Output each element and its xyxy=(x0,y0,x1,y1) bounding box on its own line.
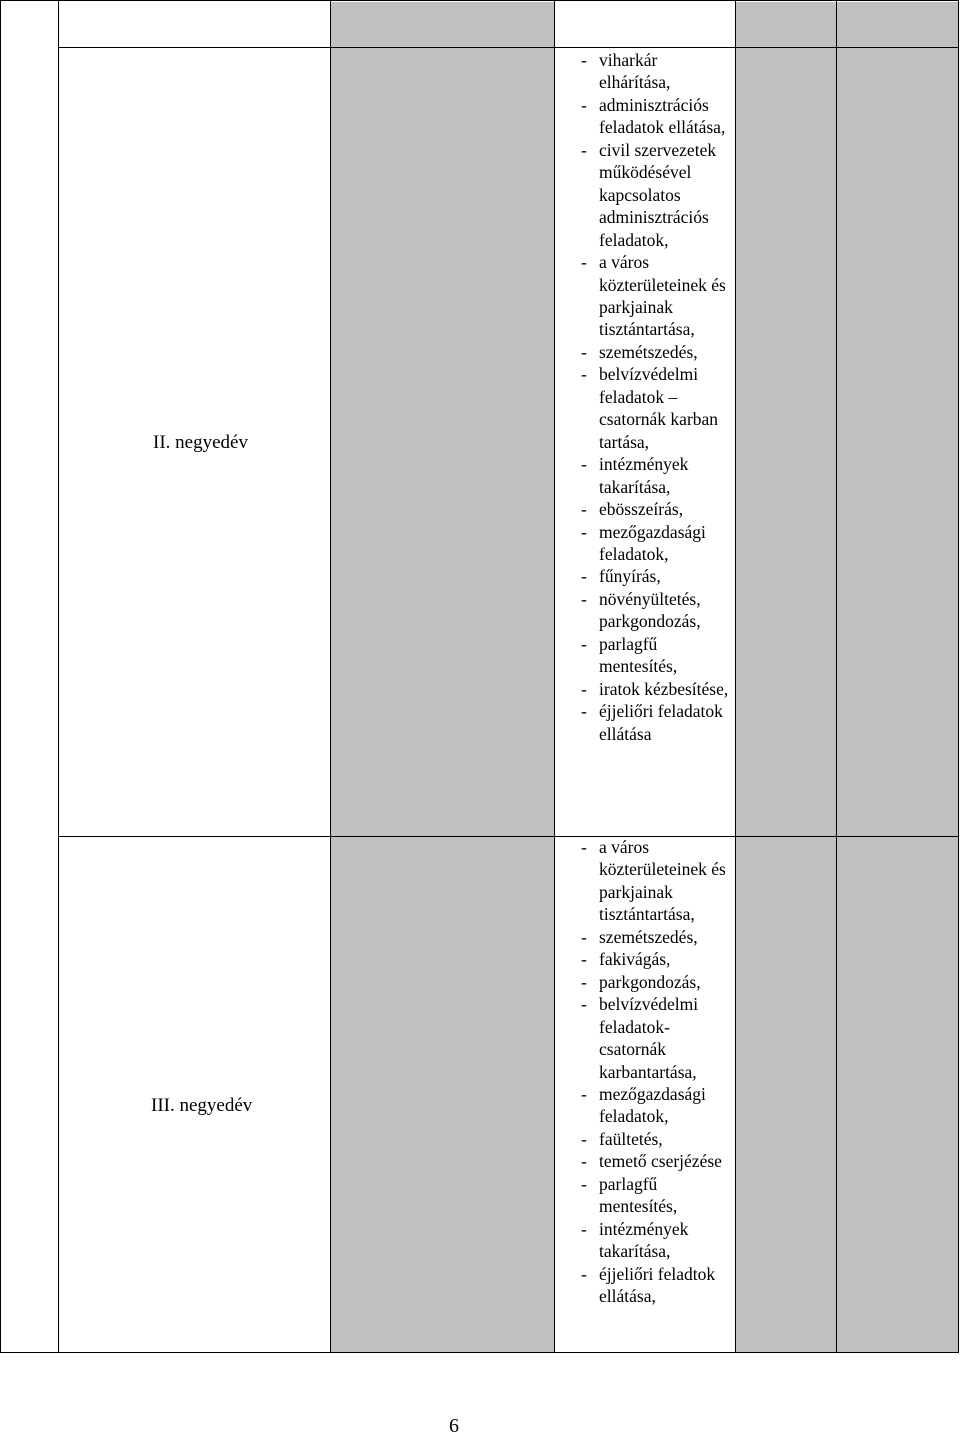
list-item: - fűnyírás, xyxy=(579,565,733,587)
list-item: - faültetés, xyxy=(579,1128,733,1150)
page-number: 6 xyxy=(449,1415,459,1437)
list-item: - iratok kézbesítése, xyxy=(579,678,733,700)
table-vline-2 xyxy=(330,0,331,1353)
list-item: - temető cserjézése xyxy=(579,1150,733,1172)
list-item: - a város közterületeinek és parkjainak tisztántartása, xyxy=(579,836,733,926)
list-item: - mezőgazdasági feladatok, xyxy=(579,1083,733,1128)
list-item: - belvízvédelmi feladatok – csatornák karban tartása, xyxy=(579,363,733,453)
list-item: - mezőgazdasági feladatok, xyxy=(579,521,733,566)
q3-task-list xyxy=(579,836,733,1308)
list-item: - parlagfű mentesítés, xyxy=(579,1173,733,1218)
shaded-column-5 xyxy=(736,2,836,1352)
table-border-right xyxy=(958,0,959,1353)
list-item: - éjjeliőri feladatok ellátása xyxy=(579,700,733,745)
table-vline-4 xyxy=(735,0,736,1353)
table-vline-3 xyxy=(554,0,555,1353)
list-item: - szemétszedés, xyxy=(579,341,733,363)
quarter-label-q3: III. negyedév xyxy=(151,1095,253,1116)
shaded-column-3 xyxy=(331,2,554,1352)
header-cell-col2 xyxy=(60,2,330,47)
list-item: - viharkár elhárítása, xyxy=(579,49,733,94)
list-item: - belvízvédelmi feladatok-csatornák karbantartása, xyxy=(579,993,733,1083)
quarter-label-q2: II. negyedév xyxy=(153,432,248,453)
list-item: - éjjeliőri feladtok ellátása, xyxy=(579,1263,733,1308)
list-item: - fakivágás, xyxy=(579,948,733,970)
q2-task-list xyxy=(579,49,733,745)
list-item: - a város közterületeinek és parkjainak tisztántartása, xyxy=(579,251,733,341)
shaded-column-6 xyxy=(837,2,958,1352)
list-item: - szemétszedés, xyxy=(579,926,733,948)
list-item: - parlagfű mentesítés, xyxy=(579,633,733,678)
table-vline-5 xyxy=(836,0,837,1353)
header-cell-col4 xyxy=(555,2,735,47)
table-vline-1 xyxy=(58,0,59,1353)
table-border-left xyxy=(0,0,1,1353)
table-border-bottom xyxy=(0,1352,959,1353)
list-item: - intézmények takarítása, xyxy=(579,453,733,498)
list-item: - civil szervezetek működésével kapcsolatos adminisztrációs feladatok, xyxy=(579,139,733,251)
list-item: - adminisztrációs feladatok ellátása, xyxy=(579,94,733,139)
list-item: - intézmények takarítása, xyxy=(579,1218,733,1263)
table-row-divider xyxy=(58,836,959,837)
table-border-top xyxy=(0,0,959,1)
list-item: - parkgondozás, xyxy=(579,971,733,993)
list-item: - növényültetés, parkgondozás, xyxy=(579,588,733,633)
table-header-divider xyxy=(58,47,959,48)
list-item: - ebösszeírás, xyxy=(579,498,733,520)
